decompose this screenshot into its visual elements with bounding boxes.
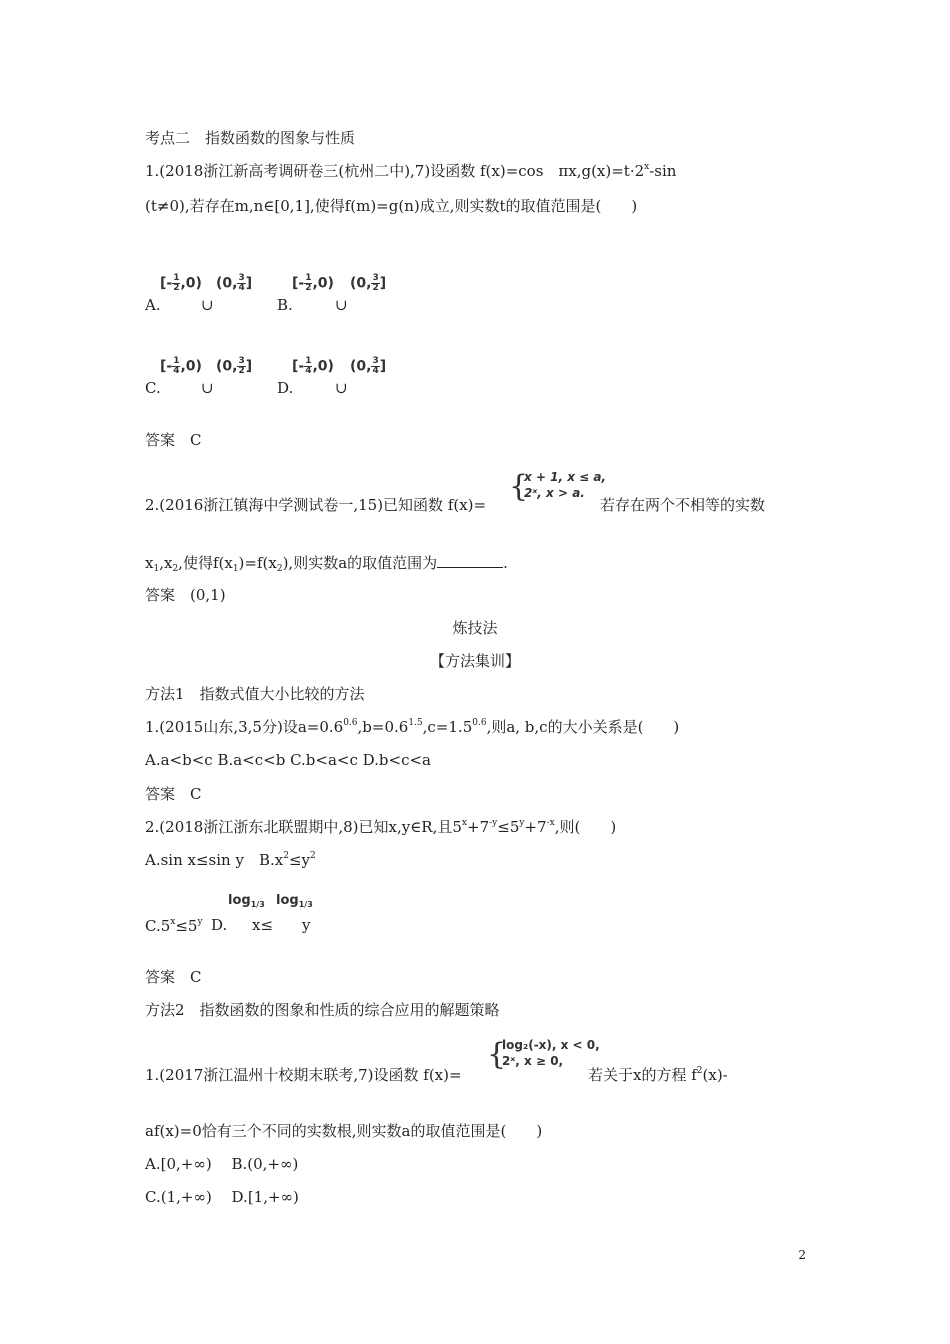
m1q2-opt-ab-pre: A.sin x≤sin y B.x [145,851,284,869]
m1q2-opt-c-mid: ≤5 [175,917,198,935]
m1q2-opt-d-y: y [302,916,311,934]
m2q1-post: 若关于x的方程 f [588,1066,697,1084]
m1q1-mid-1: ,b=0.6 [357,718,409,736]
m1q1-pre: 1.(2015山东,3,5分)设a=0.6 [145,718,344,736]
m2q1-piecewise-brace: { [487,1037,507,1072]
q2-line2-end: ),则实数a的取值范围为 [282,554,438,572]
m1q2-opt-c-exp-2: y [197,917,203,927]
method1-q2 [145,817,616,837]
m1q2-opt-b-mid: ≤y [288,851,310,869]
q2-sub-3: 1 [232,564,239,574]
m2q1-piece-2: 2ˣ, x ≥ 0, [502,1054,564,1068]
q2-answer-blank [437,553,503,568]
m2q1-piece-1: log₂(-x), x < 0, [502,1038,600,1052]
q1-option-c-union: ∪ [201,379,214,397]
m1q2-opt-b-exp-1: 2 [283,851,289,861]
m2q1-post-end: (x)- [702,1066,728,1084]
q1-option-b-left-interval: [- $\frac{1}{2}$ ,0) [292,273,334,293]
m1q2-opt-c-pre: C.5 [145,917,171,935]
q1-option-b-letter: B. [277,296,293,314]
section-heading: 考点二 指数函数的图象与性质 [145,129,356,147]
log-label-2: log [276,893,299,908]
q2-sub-2: 2 [172,564,179,574]
q2-line2-x: x [145,554,154,572]
q2-sub-4: 2 [276,564,283,574]
method1-q1-options: A.a<b<c B.a<c<b C.b<a<c D.b<c<a [145,751,431,769]
method2-heading: 方法2 指数函数的图象和性质的综合应用的解题策略 [145,1001,500,1019]
q1-option-a-letter: A. [145,296,161,314]
method1-heading: 方法1 指数式值大小比较的方法 [145,685,365,703]
q1-option-d-right-interval: (0, $\frac{3}{4}$ ] [350,356,387,376]
m1q2-opt-b-exp-2: 2 [309,851,316,861]
m1q2-exp-1: x [461,818,467,828]
q1-option-d-left-interval: [- $\frac{1}{4}$ ,0) [292,356,334,376]
method1-q2-answer: 答案 C [145,968,202,986]
m1q2-pre: 2.(2018浙江浙东北联盟期中,8)已知x,y∈R,且5 [145,818,462,836]
page-number: 2 [798,1248,806,1262]
log-base-third-1 [228,893,265,908]
m1q1-exp-1: 0.6 [343,718,358,728]
method1-q1 [145,717,679,737]
q1-option-c-right-interval: (0, $\frac{3}{2}$ ] [216,356,253,376]
method2-q1-options-cd: C.(1,+∞) D.[1,+∞) [145,1188,299,1206]
q1-option-d-union: ∪ [335,379,348,397]
log-base-third-2 [276,893,313,908]
m1q2-end: ,则( ) [554,818,617,836]
m1q2-exp-2: -y [489,818,498,828]
m1q2-opt-d-x: x≤ [252,916,274,934]
log-base-2: 1/3 [298,900,313,909]
q1-answer: 答案 C [145,431,202,449]
m2q1-post-sup: 2 [696,1066,703,1076]
q2-line1-post: 若存在两个不相等的实数 [600,496,766,514]
q1-line1-text: 1.(2018浙江新高考调研卷三(杭州二中),7)设函数 f(x)=cos πx,g(x)=t·2 [145,162,645,180]
m1q2-opt-d-letter: D. [211,916,228,934]
q2-piece-1: x + 1, x ≤ a, [524,470,607,484]
q2-line2-mid2: )=f(x [238,554,277,572]
m1q1-exp-2: 1.5 [408,718,423,728]
q2-line2-tail: . [503,554,508,572]
q1-option-a-union: ∪ [201,296,214,314]
method1-q2-option-c [145,916,203,936]
q1-line1 [145,161,676,181]
log-label-1: log [228,893,251,908]
q1-option-c-letter: C. [145,379,161,397]
q1-line1-end: -sin [649,162,677,180]
method1-q2-options-ab [145,850,316,870]
m1q2-exp-3: y [519,818,525,828]
q1-option-a-left-interval: [- $\frac{1}{2}$ ,0) [160,273,202,293]
q1-option-d-letter: D. [277,379,294,397]
m1q2-mid-2: ≤5 [497,818,520,836]
method1-q1-answer: 答案 C [145,785,202,803]
q1-option-a-right-interval: (0, $\frac{3}{4}$ ] [216,273,253,293]
q2-line2 [145,553,508,573]
q1-option-b-right-interval: (0, $\frac{3}{2}$ ] [350,273,387,293]
m1q2-exp-4: -x [546,818,555,828]
m1q2-mid-1: +7 [467,818,490,836]
method-collection-title: 【方法集训】 [429,652,520,670]
q2-answer: 答案 (0,1) [145,586,226,604]
m1q1-mid-2: ,c=1.5 [422,718,473,736]
q2-piecewise-brace: { [509,469,529,504]
method2-q1-options-ab: A.[0,+∞) B.(0,+∞) [145,1155,299,1173]
q2-sub-1: 1 [153,564,160,574]
m1q1-exp-3: 0.6 [472,718,487,728]
q1-line1-sup: x [644,162,650,172]
practice-title: 炼技法 [452,619,498,637]
method2-q1-line2: af(x)=0恰有三个不同的实数根,则实数a的取值范围是( ) [145,1122,543,1140]
q2-line1-pre: 2.(2016浙江镇海中学测试卷一,15)已知函数 f(x)= [145,496,487,514]
m1q2-opt-c-exp-1: x [170,917,176,927]
q2-line2-mid: ,x [159,554,173,572]
q1-option-c-left-interval: [- $\frac{1}{4}$ ,0) [160,356,202,376]
log-base-1: 1/3 [250,900,265,909]
q2-piece-2: 2ˣ, x > a. [524,486,585,500]
q2-line2-post: ,使得f(x [178,554,233,572]
q1-line2: (t≠0),若存在m,n∈[0,1],使得f(m)=g(n)成立,则实数t的取值范围是( ) [145,197,638,215]
m1q1-end: ,则a, b,c的大小关系是( ) [486,718,680,736]
m1q2-mid-3: +7 [524,818,547,836]
method2-q1-post [588,1065,728,1085]
method2-q1-pre: 1.(2017浙江温州十校期末联考,7)设函数 f(x)= [145,1066,462,1084]
q1-option-b-union: ∪ [335,296,348,314]
